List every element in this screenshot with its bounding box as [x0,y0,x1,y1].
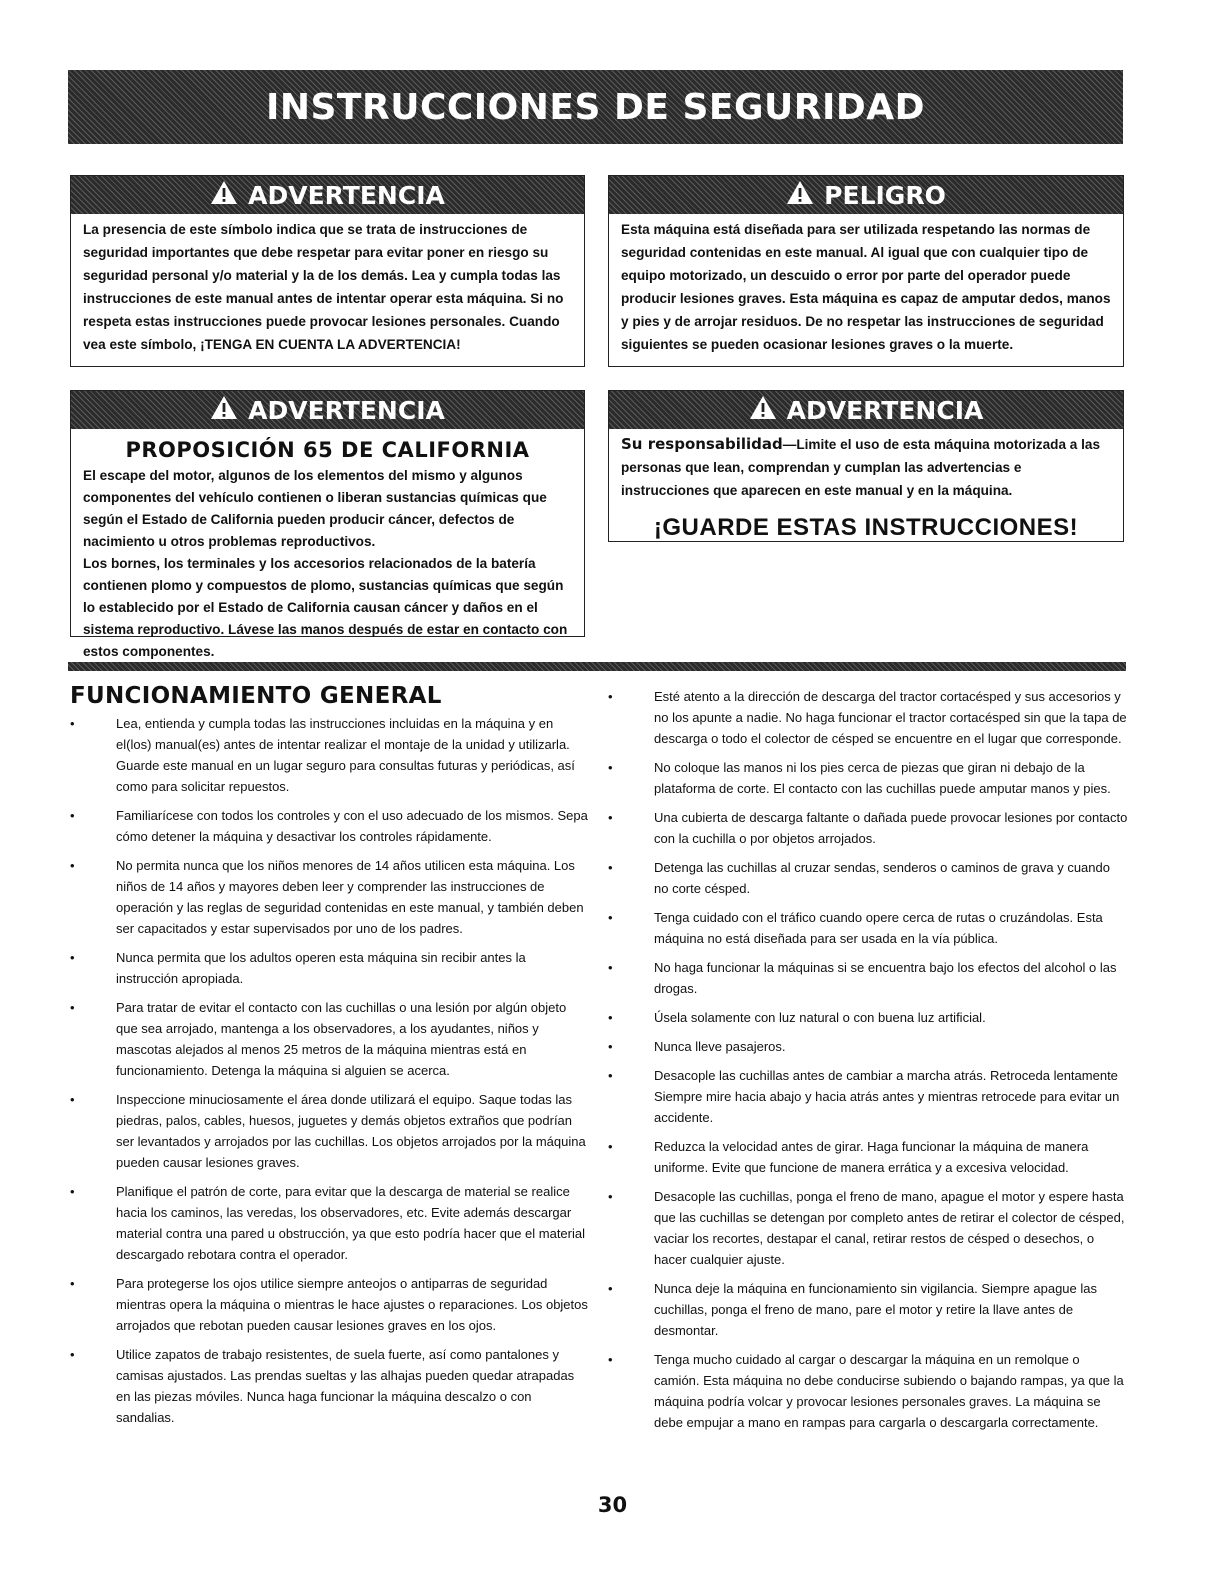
bullet: • [608,810,613,825]
warning-box-header [71,176,584,214]
list-item-text: Familiarícese con todos los controles y con el uso adecuado de los mismos. Sepa cómo detener la máquina y desactivar los controles rápidamente. [116,808,588,844]
danger-box-body [609,214,1123,360]
list-item-text: Desacople las cuchillas, ponga el freno de mano, apague el motor y espere hasta que las cuchillas se detengan por completo antes de retirar el colector de césped, vaciar los recortes, destapar el canal, retirar restos de césped o desechos, o hacer cualquier ajuste. [654,1189,1125,1267]
warning-triangle-icon [210,180,238,211]
bullet: • [608,760,613,775]
bullet: • [70,1092,75,1107]
responsibility-text: —Limite el uso de esta máquina motorizada a las personas que lean, comprendan y cumplan las advertencias e instrucciones que aparecen en este manual y en la máquina. [621,437,1101,498]
list-item [608,757,1128,799]
list-item-text: Detenga las cuchillas al cruzar sendas, senderos o caminos de grava y cuando no corte césped. [654,860,1110,896]
list-item-text: Nunca permita que los adultos operen esta máquina sin recibir antes la instrucción apropiada. [116,950,526,986]
bullet: • [70,716,75,731]
list-item-text: Reduzca la velocidad antes de girar. Haga funcionar la máquina de manera uniforme. Evite que funcione de manera errática y a excesiva velocidad. [654,1139,1089,1175]
bullet: • [608,1352,613,1367]
list-item [70,997,590,1081]
warning-box-body [71,214,584,360]
list-item [70,1181,590,1265]
warning-triangle-icon [786,180,814,211]
list-item-text: No coloque las manos ni los pies cerca de piezas que giran ni debajo de la plataforma de corte. El contacto con las cuchillas puede amputar manos y pies. [654,760,1111,796]
page-number: 30 [597,1493,628,1517]
list-item [70,855,590,939]
list-item-text: Utilice zapatos de trabajo resistentes, de suela fuerte, así como pantalones y camisas ajustados. Las prendas sueltas y las alhajas pueden quedar atrapadas en las piezas móviles. Nunca haga funcionar la máquina descalzo o con sandalias. [116,1347,575,1425]
list-item [608,1186,1128,1270]
list-item [70,805,590,847]
list-item-text: No haga funcionar la máquinas si se encuentra bajo los efectos del alcohol o las drogas. [654,960,1117,996]
list-item-text: Planifique el patrón de corte, para evitar que la descarga de material se realice hacia los caminos, las veredas, los observadores, etc. Evite además descargar material contra una pared u obstrucción, ya que esto podría hacer que el material descargado rebotara contra el operador. [116,1184,585,1262]
prop65-subtitle: PROPOSICIÓN 65 DE CALIFORNIA [125,438,530,462]
warning-triangle-icon [749,395,777,426]
list-item [608,1136,1128,1178]
list-item [608,957,1128,999]
right-instructions-list [608,686,1128,1441]
bullet: • [608,910,613,925]
list-item-text: Esté atento a la dirección de descarga del tractor cortacésped y sus accesorios y no los apunte a nadie. No haga funcionar el tractor cortacésped sin que la tapa de descarga o todo el colector de césped se encuentre en el lugar que corresponde. [654,689,1127,746]
list-item [70,713,590,797]
section-title: FUNCIONAMIENTO GENERAL [70,683,442,709]
responsibility-lead: Su responsabilidad [621,435,783,453]
list-item-text: Lea, entienda y cumpla todas las instrucciones incluidas en la máquina y en el(los) manual(es) antes de intentar realizar el montaje de la unidad y utilizarla. Guarde este manual en un lugar seguro para consultas futuras y periódicas, así como para solicitar repuestos. [116,716,575,794]
responsibility-box-title: ADVERTENCIA [786,395,984,425]
prop65-box-body [71,429,584,667]
list-item [70,1344,590,1428]
bullet: • [70,1184,75,1199]
list-item [608,807,1128,849]
bullet: • [608,1068,613,1083]
list-item-text: Para protegerse los ojos utilice siempre anteojos o antiparras de seguridad mientras opera la máquina o mientras le hace ajustes o reparaciones. Los objetos arrojados que rebotan pueden causar lesiones graves en los ojos. [116,1276,588,1333]
page-title: INSTRUCCIONES DE SEGURIDAD [265,86,926,128]
list-item [70,1273,590,1336]
left-instructions-list [70,713,590,1436]
list-item-text: No permita nunca que los niños menores de 14 años utilicen esta máquina. Los niños de 14 años y mayores deben leer y comprender las instrucciones de operación y las reglas de seguridad contenidas en este manual, y también deben ser capacitados y estar supervisados por uno de los padres. [116,858,584,936]
prop65-box-header [71,391,584,429]
bullet: • [70,808,75,823]
list-item [608,1036,1128,1057]
responsibility-warning-box [608,390,1124,542]
list-item [608,907,1128,949]
prop65-paragraph-1: El escape del motor, algunos de los elementos del mismo y algunos componentes del vehículo contienen o liberan sustancias químicas que según el Estado de California pueden producir cáncer, defectos de nacimiento u otros problemas reproductivos. [83,468,547,549]
list-item-text: Para tratar de evitar el contacto con las cuchillas o una lesión por algún objeto que sea arrojado, mantenga a los observadores, a los ayudantes, niños y mascotas alejados al menos 25 metros de la máquina mientras está en funcionamiento. Detenga la máquina si alguien se acerca. [116,1000,567,1078]
danger-box [608,175,1124,367]
danger-box-title: PELIGRO [824,180,946,210]
bullet: • [608,1189,613,1204]
danger-box-text: Esta máquina está diseñada para ser utilizada respetando las normas de seguridad contenidas en este manual. Al igual que con cualquier tipo de equipo motorizado, un descuido o error por parte del operador puede producir lesiones graves. Esta máquina es capaz de amputar dedos, manos y pies y de arrojar residuos. De no respetar las instrucciones de seguridad siguientes se pueden ocasionar lesiones graves o la muerte. [621,222,1111,352]
warning-triangle-icon [210,395,238,426]
list-item [608,1278,1128,1341]
list-item [608,1007,1128,1028]
bullet: • [608,1139,613,1154]
list-item-text: Nunca lleve pasajeros. [654,1039,786,1054]
prop65-box-title: ADVERTENCIA [248,395,445,425]
list-item [608,1349,1128,1433]
warning-box-title: ADVERTENCIA [248,180,445,210]
list-item-text: Tenga mucho cuidado al cargar o descargar la máquina en un remolque o camión. Esta máquina no debe conducirse subiendo o bajando rampas, ya que la máquina podría volcar y provocar lesiones personales graves. La máquina se debe empujar a mano en rampas para cargarla o descargarla correctamente. [654,1352,1124,1430]
list-item-text: Nunca deje la máquina en funcionamiento sin vigilancia. Siempre apague las cuchillas, ponga el freno de mano, pare el motor y retire la llave antes de desmontar. [654,1281,1097,1338]
bullet: • [608,1281,613,1296]
danger-box-header [609,176,1123,214]
bullet: • [608,689,613,704]
list-item [608,857,1128,899]
list-item-text: Tenga cuidado con el tráfico cuando opere cerca de rutas o cruzándolas. Esta máquina no está diseñada para ser usada en la vía pública. [654,910,1103,946]
save-instructions-heading: ¡GUARDE ESTAS INSTRUCCIONES! [653,514,1079,541]
list-item [70,1089,590,1173]
list-item-text: Desacople las cuchillas antes de cambiar a marcha atrás. Retroceda lentamente Siempre mire hacia abajo y hacia atrás antes y mientras retrocede para evitar un accidente. [654,1068,1120,1125]
prop65-paragraph-2: Los bornes, los terminales y los accesorios relacionados de la batería contienen plomo y compuestos de plomo, sustancias químicas que según lo establecido por el Estado de California causan cáncer y daños en el sistema reproductivo. Lávese las manos después de estar en contacto con estos componentes. [83,556,568,659]
list-item-text: Inspeccione minuciosamente el área donde utilizará el equipo. Saque todas las piedras, palos, cables, huesos, juguetes y demás objetos extraños que podrían ser levantados y arrojados por las cuchillas. Los objetos arrojados por la máquina pueden causar lesiones graves. [116,1092,586,1170]
bullet: • [70,1000,75,1015]
bullet: • [608,1039,613,1054]
list-item-text: Una cubierta de descarga faltante o dañada puede provocar lesiones por contacto con la cuchilla o por objetos arrojados. [654,810,1128,846]
bullet: • [608,860,613,875]
bullet: • [70,1347,75,1362]
bullet: • [70,1276,75,1291]
prop65-warning-box [70,390,585,659]
bullet: • [608,960,613,975]
bullet: • [608,1010,613,1025]
section-divider [68,662,1126,671]
warning-box-text: La presencia de este símbolo indica que se trata de instrucciones de seguridad importantes que debe respetar para evitar poner en riesgo su seguridad personal y/o material y la de los demás. Lea y cumpla todas las instrucciones de este manual antes de intentar operar esta máquina. Si no respeta estas instrucciones puede provocar lesiones personales. Cuando vea este símbolo, ¡TENGA EN CUENTA LA ADVERTENCIA! [83,222,564,352]
bullet: • [70,950,75,965]
list-item [608,1065,1128,1128]
title-banner [68,70,1123,144]
responsibility-box-header [609,391,1123,429]
list-item [70,947,590,989]
list-item [608,686,1128,749]
warning-box-symbol [70,175,585,367]
list-item-text: Úsela solamente con luz natural o con buena luz artificial. [654,1010,986,1025]
responsibility-text-block [621,433,1111,502]
responsibility-box-body [609,429,1123,543]
bullet: • [70,858,75,873]
